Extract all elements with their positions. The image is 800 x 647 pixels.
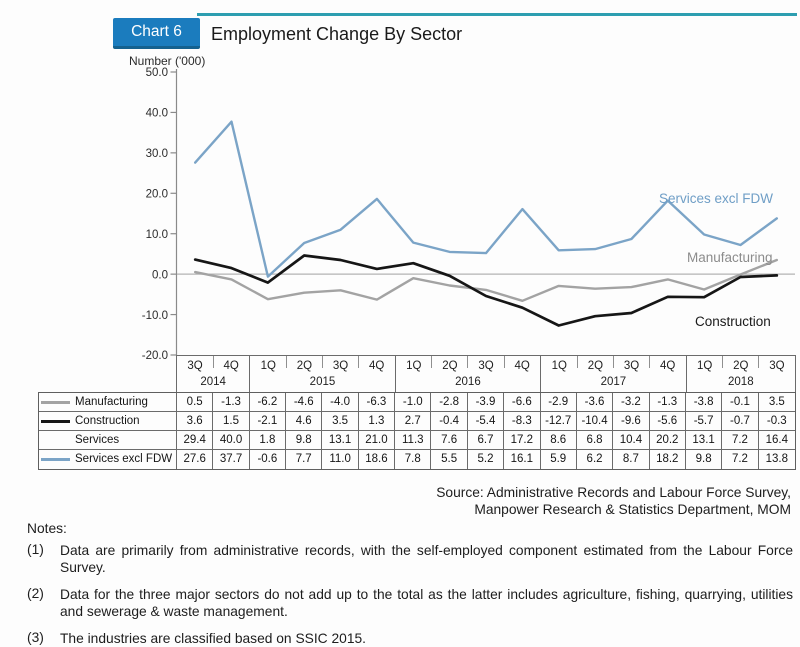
value-cell: -0.7 xyxy=(722,412,758,431)
legend-cell xyxy=(39,393,177,412)
value-cell: 3.6 xyxy=(177,412,213,431)
value-cell: 20.2 xyxy=(650,431,686,450)
value-cell: 13.1 xyxy=(686,431,722,450)
value-cell: 5.5 xyxy=(431,450,467,469)
value-cell: 4.6 xyxy=(286,412,322,431)
value-cell: -6.2 xyxy=(250,393,286,412)
value-cell: 7.2 xyxy=(722,431,758,450)
year-label: 2017 xyxy=(600,376,627,388)
notes-list xyxy=(27,542,793,647)
series-name: Construction xyxy=(75,414,140,427)
year-group-2018 xyxy=(687,356,796,392)
series-inline-label: Construction xyxy=(695,314,771,329)
year-label: 2015 xyxy=(309,376,336,388)
page-title: Employment Change By Sector xyxy=(211,24,463,44)
value-cell: 7.2 xyxy=(722,450,758,469)
value-cell: 7.7 xyxy=(286,450,322,469)
note-item xyxy=(27,542,793,576)
source-line-1: Source: Administrative Records and Labour Force Survey, xyxy=(436,485,791,500)
year-group-2016 xyxy=(396,356,541,392)
value-cell: -2.1 xyxy=(250,412,286,431)
series-name: Services xyxy=(75,433,120,446)
data-table xyxy=(38,392,796,470)
x-tick-label: 4Q xyxy=(659,360,676,372)
value-cell: 9.8 xyxy=(286,431,322,450)
y-tick-label: 10.0 xyxy=(145,228,168,241)
y-tick-label: 30.0 xyxy=(145,148,168,161)
value-cell: -4.6 xyxy=(286,393,322,412)
value-cell: -3.6 xyxy=(577,393,613,412)
note-number: (2) xyxy=(27,586,44,601)
value-cell: -0.6 xyxy=(250,450,286,469)
x-tick-label: 3Q xyxy=(769,360,785,372)
value-cell: -12.7 xyxy=(541,412,577,431)
xaxis-strip xyxy=(176,355,796,392)
value-cell: -0.1 xyxy=(722,393,758,412)
legend-line-swatch xyxy=(41,420,70,423)
legend-cell xyxy=(39,431,177,450)
x-tick-label: 1Q xyxy=(396,356,432,375)
value-cell: -1.0 xyxy=(395,393,431,412)
value-cell: -0.4 xyxy=(431,412,467,431)
note-text: Data for the three major sectors do not add up to the total as the latter includes agriculture, fishing, quarrying, utilities and sewerage & waste management. xyxy=(60,587,793,619)
x-tick-label: 3Q xyxy=(177,356,213,375)
value-cell: 17.2 xyxy=(504,431,540,450)
quarter-row xyxy=(250,356,394,375)
value-cell: 6.8 xyxy=(577,431,613,450)
value-cell: 6.2 xyxy=(577,450,613,469)
series-name: Manufacturing xyxy=(75,395,148,408)
value-cell: -4.0 xyxy=(322,393,358,412)
value-cell: 18.6 xyxy=(359,450,395,469)
year-label: 2016 xyxy=(455,376,481,388)
chart-number-badge: Chart 6 xyxy=(113,18,200,49)
y-tick-label: 20.0 xyxy=(145,188,168,201)
x-tick-label: 3Q xyxy=(468,356,504,375)
legend-line-swatch xyxy=(41,458,70,461)
value-cell: 5.2 xyxy=(468,450,504,469)
value-cell: -3.9 xyxy=(468,393,504,412)
x-tick-label: 2Q xyxy=(286,356,322,375)
y-tick-label: 0.0 xyxy=(152,269,168,282)
year-group-2014 xyxy=(176,356,250,392)
value-cell: 3.5 xyxy=(322,412,358,431)
value-cell: 13.8 xyxy=(765,453,788,465)
value-cell: 40.0 xyxy=(213,431,249,450)
quarter-row xyxy=(177,356,249,375)
value-cell: 0.5 xyxy=(177,393,213,412)
series-inline-label: Manufacturing xyxy=(687,250,773,265)
legend-cell xyxy=(39,412,177,431)
year-label: 2014 xyxy=(200,376,226,388)
value-cell: -9.6 xyxy=(613,412,649,431)
legend-cell xyxy=(39,450,177,469)
notes-section xyxy=(27,521,793,647)
value-cell: 2.7 xyxy=(395,412,431,431)
note-text: The industries are classified based on SSIC 2015. xyxy=(60,631,367,646)
value-cell: 1.3 xyxy=(359,412,395,431)
value-cell: 7.8 xyxy=(395,450,431,469)
value-cell: -2.9 xyxy=(541,393,577,412)
y-tick-label: -20.0 xyxy=(141,350,168,363)
value-cell: 16.1 xyxy=(504,450,540,469)
x-tick-label: 1Q xyxy=(541,356,577,375)
value-cell: -6.6 xyxy=(504,393,540,412)
value-cell: 6.7 xyxy=(468,431,504,450)
value-cell: 29.4 xyxy=(177,431,213,450)
quarter-row xyxy=(687,356,795,375)
x-tick-label: 2Q xyxy=(432,356,468,375)
series-inline-label: Services excl FDW xyxy=(659,191,774,206)
x-tick-label: 4Q xyxy=(223,360,239,372)
value-cell: -3.2 xyxy=(613,393,649,412)
value-cell: 7.6 xyxy=(431,431,467,450)
value-cell: -8.3 xyxy=(504,412,540,431)
note-item xyxy=(27,586,793,620)
y-axis-unit-label: Number ('000) xyxy=(129,54,206,68)
note-number: (1) xyxy=(27,542,44,557)
value-cell: 13.1 xyxy=(322,431,358,450)
value-cell: 18.2 xyxy=(650,450,686,469)
note-text: Data are primarily from administrative records, with the self-employed component estimated from the Labour Force Survey. xyxy=(60,543,793,575)
x-tick-label: 3Q xyxy=(613,356,649,375)
value-cell: 37.7 xyxy=(213,450,249,469)
year-group-2017 xyxy=(541,356,686,392)
value-cell: 8.6 xyxy=(541,431,577,450)
value-cell: -1.3 xyxy=(650,393,686,412)
x-tick-label: 2Q xyxy=(723,356,759,375)
value-cell: 11.3 xyxy=(395,431,431,450)
value-cell: 5.9 xyxy=(541,450,577,469)
value-cell: 21.0 xyxy=(359,431,395,450)
y-tick-label: 50.0 xyxy=(145,67,168,80)
value-cell: 11.0 xyxy=(322,450,358,469)
x-tick-label: 4Q xyxy=(369,360,385,372)
y-tick-label: 40.0 xyxy=(145,107,168,120)
legend-swatch-empty xyxy=(41,439,70,442)
value-cell: 16.4 xyxy=(759,431,795,450)
source-line-2: Manpower Research & Statistics Department, MOM xyxy=(474,502,791,517)
value-cell: 1.5 xyxy=(213,412,249,431)
x-tick-label: 4Q xyxy=(514,360,530,372)
year-group-2015 xyxy=(250,356,395,392)
x-tick-label: 1Q xyxy=(250,356,286,375)
year-label: 2018 xyxy=(728,376,754,388)
value-cell: 8.7 xyxy=(613,450,649,469)
value-cell: -0.3 xyxy=(759,412,795,431)
note-number: (3) xyxy=(27,630,44,645)
value-cell: -5.6 xyxy=(650,412,686,431)
value-cell: 27.6 xyxy=(177,450,213,469)
y-tick-label: -10.0 xyxy=(141,309,168,322)
value-cell: -10.4 xyxy=(577,412,613,431)
x-tick-label: 3Q xyxy=(322,356,358,375)
value-cell: -5.4 xyxy=(468,412,504,431)
value-cell: -3.8 xyxy=(686,393,722,412)
quarter-row xyxy=(541,356,685,375)
source-note xyxy=(0,484,791,518)
value-cell: 9.8 xyxy=(686,450,722,469)
note-item xyxy=(27,630,793,647)
value-cell: -5.7 xyxy=(686,412,722,431)
value-cell: 3.5 xyxy=(759,393,795,412)
value-cell: 10.4 xyxy=(613,431,649,450)
series-name: Services excl FDW xyxy=(75,453,173,465)
legend-line-swatch xyxy=(41,401,70,404)
value-cell: -6.3 xyxy=(359,393,395,412)
quarter-row xyxy=(396,356,540,375)
notes-heading: Notes: xyxy=(27,521,67,536)
value-cell: -2.8 xyxy=(431,393,467,412)
value-cell: 1.8 xyxy=(250,431,286,450)
x-tick-label: 1Q xyxy=(687,356,723,375)
value-cell: -1.3 xyxy=(213,393,249,412)
x-tick-label: 2Q xyxy=(577,356,613,375)
